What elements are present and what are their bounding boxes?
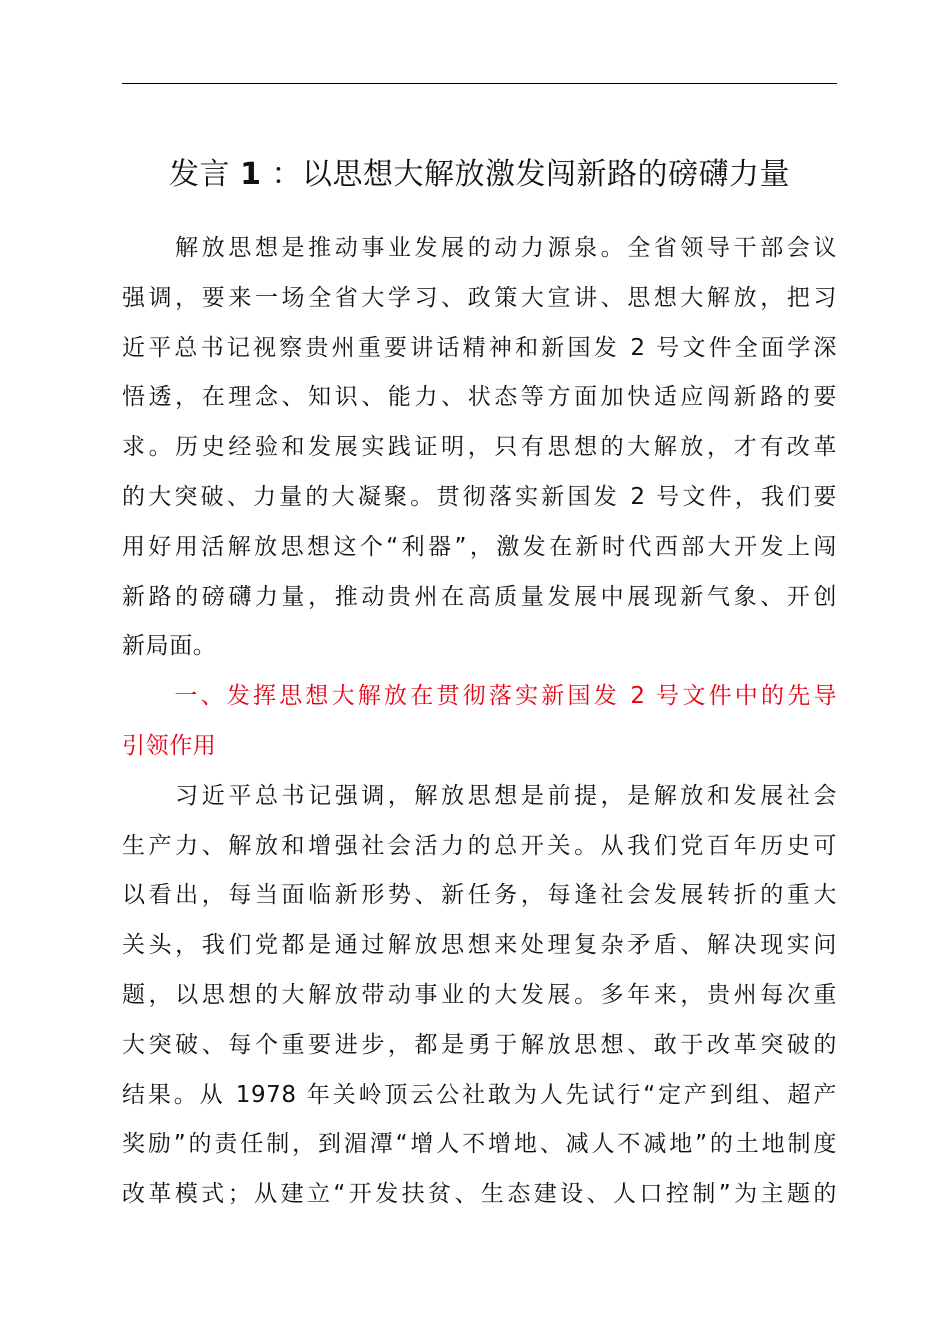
text-line: 用好用活解放思想这个“利器”，激发在新时代西部大开发上闯 bbox=[122, 533, 837, 560]
text-line: 奖励”的责任制，到湄潭“增人不增地、减人不减地”的土地制度 bbox=[122, 1131, 837, 1158]
section-1-paragraph bbox=[122, 772, 837, 1220]
text-line: 关头，我们党都是通过解放思想来处理复杂矛盾、解决现实问 bbox=[122, 932, 837, 959]
text-line: 结果。从 1978 年关岭顶云公社敢为人先试行“定产到组、超产 bbox=[122, 1081, 837, 1108]
text-line: 习近平总书记强调，解放思想是前提，是解放和发展社会 bbox=[122, 782, 837, 809]
text-line: 生产力、解放和增强社会活力的总开关。从我们党百年历史可 bbox=[122, 832, 837, 859]
document-body bbox=[122, 224, 837, 1220]
text-line: 的大突破、力量的大凝聚。贯彻落实新国发 2 号文件，我们要 bbox=[122, 483, 837, 510]
text-line: 近平总书记视察贵州重要讲话精神和新国发 2 号文件全面学深 bbox=[122, 334, 837, 361]
intro-paragraph bbox=[122, 224, 837, 672]
text-line: 新局面。 bbox=[122, 633, 217, 660]
text-line: 解放思想是推动事业发展的动力源泉。全省领导干部会议 bbox=[122, 235, 837, 261]
header-rule bbox=[122, 83, 837, 84]
text-line: 以看出，每当面临新形势、新任务，每逢社会发展转折的重大 bbox=[122, 882, 837, 909]
section-heading-1 bbox=[122, 672, 837, 772]
text-line: 题，以思想的大解放带动事业的大发展。多年来，贵州每次重 bbox=[122, 981, 837, 1008]
document-title bbox=[122, 148, 837, 202]
text-line: 大突破、每个重要进步，都是勇于解放思想、敢于改革突破的 bbox=[122, 1031, 837, 1058]
title-number: 1 bbox=[240, 157, 262, 192]
text-line: 强调，要来一场全省大学习、政策大宣讲、思想大解放，把习 bbox=[122, 284, 837, 311]
text-line: 改革模式；从建立“开发扶贫、生态建设、人口控制”为主题的 bbox=[122, 1181, 837, 1208]
title-text: ：以思想大解放激发闯新路的磅礴力量 bbox=[271, 157, 790, 192]
heading-line: 一、发挥思想大解放在贯彻落实新国发 2 号文件中的先导 bbox=[122, 683, 837, 710]
title-prefix: 发言 bbox=[169, 157, 231, 192]
text-line: 悟透，在理念、知识、能力、状态等方面加快适应闯新路的要 bbox=[122, 384, 837, 411]
text-line: 新路的磅礴力量，推动贵州在高质量发展中展现新气象、开创 bbox=[122, 583, 837, 610]
text-line: 求。历史经验和发展实践证明，只有思想的大解放，才有改革 bbox=[122, 434, 837, 461]
heading-line: 引领作用 bbox=[122, 732, 217, 759]
